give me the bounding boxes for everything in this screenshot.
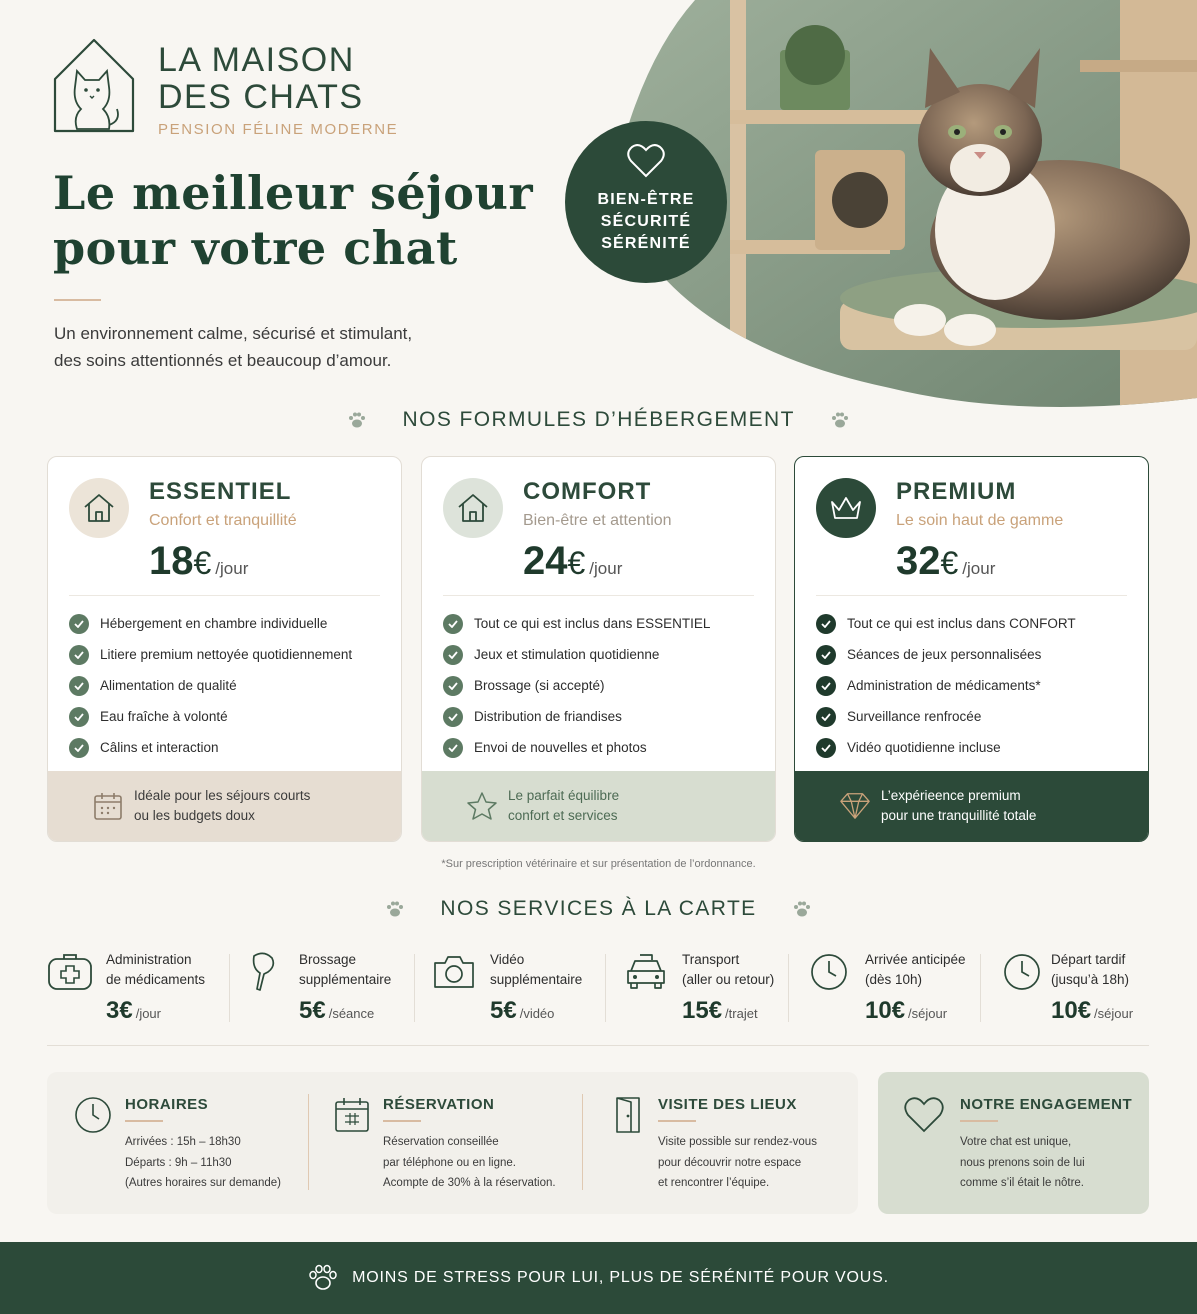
engagement-box (878, 1072, 1149, 1214)
service-name (490, 950, 615, 990)
plan-footer (795, 771, 1148, 841)
brand-name-line1: LA MAISON (158, 41, 355, 79)
heart-icon (903, 1094, 945, 1136)
feature-text: Tout ce qui est inclus dans ESSENTIEL (474, 616, 711, 631)
info-title: HORAIRES (125, 1096, 209, 1113)
plan-card-premium[interactable] (794, 456, 1149, 842)
feature-item (816, 639, 1076, 670)
feature-item (443, 639, 710, 670)
divider (443, 595, 754, 596)
plans-section-title (0, 408, 1197, 432)
feature-text: Hébergement en chambre individuelle (100, 616, 328, 631)
feature-item (69, 608, 352, 639)
price-currency: € (940, 545, 959, 581)
feature-text: Administration de médicaments* (847, 678, 1041, 693)
house-icon (69, 478, 129, 538)
service-name (1051, 950, 1176, 990)
calendar-icon (331, 1094, 373, 1136)
plan-card-essentiel[interactable] (47, 456, 402, 842)
info-line: Visite possible sur rendez-vous (658, 1136, 817, 1148)
check-icon (69, 614, 89, 634)
check-icon (443, 676, 463, 696)
taxi-icon (623, 952, 669, 992)
feature-text: Vidéo quotidienne incluse (847, 740, 1001, 755)
diamond-icon (839, 790, 871, 822)
service-item-medication[interactable] (47, 948, 227, 1028)
service-price (865, 997, 947, 1025)
feature-item (443, 608, 710, 639)
footer-line2: confort et services (508, 808, 618, 823)
feature-item (69, 670, 352, 701)
footer-banner (0, 1242, 1197, 1314)
door-icon (607, 1094, 649, 1136)
brand-block (158, 42, 398, 138)
service-name-line1: Vidéo (490, 952, 525, 967)
service-price (106, 997, 161, 1025)
info-line: et rencontrer l’équipe. (658, 1177, 770, 1189)
divider (605, 954, 606, 1022)
feature-text: Envoi de nouvelles et photos (474, 740, 647, 755)
plan-price (523, 539, 622, 584)
check-icon (69, 738, 89, 758)
service-item-late-departure[interactable] (999, 948, 1149, 1028)
cat-house-logo-icon (53, 37, 135, 133)
service-price-unit: /séjour (1094, 1006, 1134, 1021)
feature-item (816, 732, 1076, 763)
footer-line2: ou les budgets doux (134, 808, 255, 823)
price-unit: /jour (589, 559, 623, 578)
footer-line1: L’expérieence premium (881, 788, 1021, 803)
service-name-line2: supplémentaire (490, 972, 583, 987)
plans-section-label: NOS FORMULES D’HÉBERGEMENT (402, 408, 795, 431)
paw-icon (385, 899, 405, 919)
divider (816, 595, 1127, 596)
feature-list (443, 608, 710, 763)
check-icon (69, 676, 89, 696)
calendar-icon (92, 790, 124, 822)
page-headline (53, 166, 533, 276)
price-amount: 18 (149, 539, 194, 583)
prescription-note: *Sur prescription vétérinaire et sur présentation de l’ordonnance. (441, 858, 756, 870)
brand-name-line2: DES CHATS (158, 78, 364, 116)
footer-slogan: MOINS DE STRESS POUR LUI, PLUS DE SÉRÉNITÉ POUR VOUS. (352, 1269, 889, 1286)
paw-icon (830, 410, 850, 430)
price-unit: /jour (962, 559, 996, 578)
info-line: Réservation conseillée (383, 1136, 499, 1148)
feature-text: Alimentation de qualité (100, 678, 237, 693)
info-line: Arrivées : 15h – 18h30 (125, 1136, 241, 1148)
values-badge (565, 121, 727, 283)
info-title: NOTRE ENGAGEMENT (960, 1096, 1133, 1113)
check-icon (443, 707, 463, 727)
feature-item (816, 670, 1076, 701)
info-line: nous prenons soin de lui (960, 1156, 1085, 1169)
footer-line2: pour une tranquillité totale (881, 808, 1037, 823)
service-price-unit: /jour (135, 1006, 161, 1021)
info-line: Votre chat est unique, (960, 1136, 1072, 1148)
service-price-amount: 15€ (682, 997, 723, 1024)
check-icon (69, 707, 89, 727)
feature-item (69, 701, 352, 732)
service-item-brushing[interactable] (240, 948, 420, 1028)
title-underline (960, 1120, 998, 1122)
headline-line2: pour votre chat (53, 221, 458, 275)
plan-price (149, 539, 248, 584)
info-block-visit (607, 1072, 847, 1214)
title-underline (125, 1120, 163, 1122)
check-icon (816, 738, 836, 758)
service-name-line1: Administration (106, 952, 192, 967)
service-name (299, 950, 424, 990)
practical-info-panel (47, 1072, 858, 1214)
divider (308, 1094, 309, 1190)
plan-tagline: Bien-être et attention (523, 512, 672, 529)
plan-tagline: Confort et tranquillité (149, 512, 297, 529)
check-icon (816, 676, 836, 696)
info-block-booking (331, 1072, 581, 1214)
feature-text: Surveillance renfrocée (847, 709, 982, 724)
clock-icon (72, 1094, 114, 1136)
intro-line1: Un environnement calme, sécurisé et stimulant, (54, 324, 413, 343)
intro-line2: des soins attentionnés et beaucoup d’amour. (54, 351, 392, 370)
feature-item (443, 670, 710, 701)
plan-footer (48, 771, 401, 841)
services-section-title (0, 897, 1197, 921)
headline-line1: Le meilleur séjour (53, 166, 534, 220)
service-price-unit: /trajet (725, 1006, 758, 1021)
service-name-line2: (dès 10h) (865, 972, 923, 987)
info-block-hours (72, 1072, 307, 1214)
info-line: (Autres horaires sur demande) (125, 1177, 281, 1189)
service-price-amount: 10€ (865, 997, 906, 1024)
plan-footer (422, 771, 775, 841)
services-section-label: NOS SERVICES À LA CARTE (440, 897, 757, 920)
heart-icon (626, 143, 666, 179)
info-line: Acompte de 30% à la réservation. (383, 1177, 556, 1189)
divider (69, 595, 380, 596)
paw-icon (308, 1264, 338, 1292)
info-title: RÉSERVATION (383, 1096, 495, 1113)
plan-footer-text (134, 786, 310, 826)
info-block-engagement (903, 1072, 1143, 1214)
service-item-early-arrival[interactable] (806, 948, 986, 1028)
divider (788, 954, 789, 1022)
badge-text-security: SÉCURITÉ (600, 213, 692, 230)
footer-line1: Le parfait équilibre (508, 788, 620, 803)
feature-text: Litiere premium nettoyée quotidiennement (100, 647, 353, 662)
service-price-unit: /vidéo (519, 1006, 555, 1021)
footer-line1: Idéale pour les séjours courts (134, 788, 311, 803)
check-icon (443, 614, 463, 634)
intro-text (54, 320, 514, 374)
plan-card-comfort[interactable] (421, 456, 776, 842)
price-currency: € (567, 545, 586, 581)
service-item-transport[interactable] (623, 948, 803, 1028)
price-unit: /jour (215, 559, 249, 578)
service-price-amount: 3€ (106, 997, 133, 1024)
service-price-amount: 5€ (299, 997, 326, 1024)
service-name-line2: (aller ou retour) (682, 972, 775, 987)
feature-item (69, 732, 352, 763)
feature-text: Séances de jeux personnalisées (847, 647, 1042, 662)
crown-icon (816, 478, 876, 538)
service-name-line1: Brossage (299, 952, 357, 967)
star-icon (466, 790, 498, 822)
plan-name: PREMIUM (896, 478, 1017, 505)
service-price (299, 997, 374, 1025)
badge-text-serenity: SÉRÉNITÉ (601, 235, 691, 252)
info-text (383, 1132, 556, 1194)
feature-text: Jeux et stimulation quotidienne (474, 647, 660, 662)
feature-item (816, 608, 1076, 639)
feature-text: Eau fraîche à volonté (100, 709, 228, 724)
brand-subtitle: PENSION FÉLINE MODERNE (158, 121, 399, 138)
check-icon (816, 645, 836, 665)
camera-icon (431, 952, 477, 992)
service-name-line2: supplémentaire (299, 972, 392, 987)
plan-name: ESSENTIEL (149, 478, 292, 505)
service-name-line1: Arrivée anticipée (865, 952, 966, 967)
info-line: comme s’il était le nôtre. (960, 1177, 1084, 1189)
feature-text: Câlins et interaction (100, 740, 219, 755)
check-icon (69, 645, 89, 665)
service-price-unit: /séjour (908, 1006, 948, 1021)
info-line: par téléphone ou en ligne. (383, 1156, 516, 1169)
feature-item (443, 701, 710, 732)
check-icon (816, 614, 836, 634)
plan-tagline: Le soin haut de gamme (896, 512, 1064, 529)
paw-icon (347, 410, 367, 430)
service-price (682, 997, 758, 1025)
service-price (490, 997, 554, 1025)
info-title: VISITE DES LIEUX (658, 1096, 797, 1113)
service-price (1051, 997, 1133, 1025)
title-underline (383, 1120, 421, 1122)
service-name-line2: de médicaments (106, 972, 206, 987)
service-name (106, 950, 231, 990)
price-amount: 24 (523, 539, 568, 583)
check-icon (443, 738, 463, 758)
service-price-amount: 5€ (490, 997, 517, 1024)
badge-text-wellbeing: BIEN-ÊTRE (597, 191, 695, 208)
feature-list (816, 608, 1076, 763)
service-price-amount: 10€ (1051, 997, 1092, 1024)
headline-divider (54, 299, 101, 301)
service-name-line2: (jusqu’à 18h) (1051, 972, 1130, 987)
divider (582, 1094, 583, 1190)
clock-icon (806, 952, 852, 992)
feature-item (69, 639, 352, 670)
plan-footer-text (508, 786, 619, 826)
medical-kit-icon (47, 952, 93, 992)
info-text (960, 1132, 1085, 1194)
divider (229, 954, 230, 1022)
price-currency: € (193, 545, 212, 581)
plan-name: COMFORT (523, 478, 652, 505)
service-name (865, 950, 990, 990)
feature-list (69, 608, 352, 763)
services-list (47, 948, 1149, 1028)
info-line: Départs : 9h – 11h30 (125, 1156, 232, 1169)
clock-icon (999, 952, 1045, 992)
service-name-line1: Départ tardif (1051, 952, 1126, 967)
info-line: pour découvrir notre espace (658, 1156, 802, 1169)
plan-price (896, 539, 995, 584)
divider (414, 954, 415, 1022)
feature-text: Tout ce qui est inclus dans CONFORT (847, 616, 1076, 631)
divider (980, 954, 981, 1022)
price-amount: 32 (896, 539, 941, 583)
plan-footer-text (881, 786, 1036, 826)
info-text (125, 1132, 281, 1194)
feature-item (443, 732, 710, 763)
check-icon (816, 707, 836, 727)
house-icon (443, 478, 503, 538)
feature-item (816, 701, 1076, 732)
brush-icon (240, 952, 286, 992)
service-name-line1: Transport (682, 952, 740, 967)
divider (47, 1045, 1149, 1046)
info-text (658, 1132, 817, 1194)
service-item-video[interactable] (431, 948, 611, 1028)
title-underline (658, 1120, 696, 1122)
paw-icon (792, 899, 812, 919)
feature-text: Distribution de friandises (474, 709, 622, 724)
feature-text: Brossage (si accepté) (474, 678, 605, 693)
check-icon (443, 645, 463, 665)
service-price-unit: /séance (328, 1006, 375, 1021)
